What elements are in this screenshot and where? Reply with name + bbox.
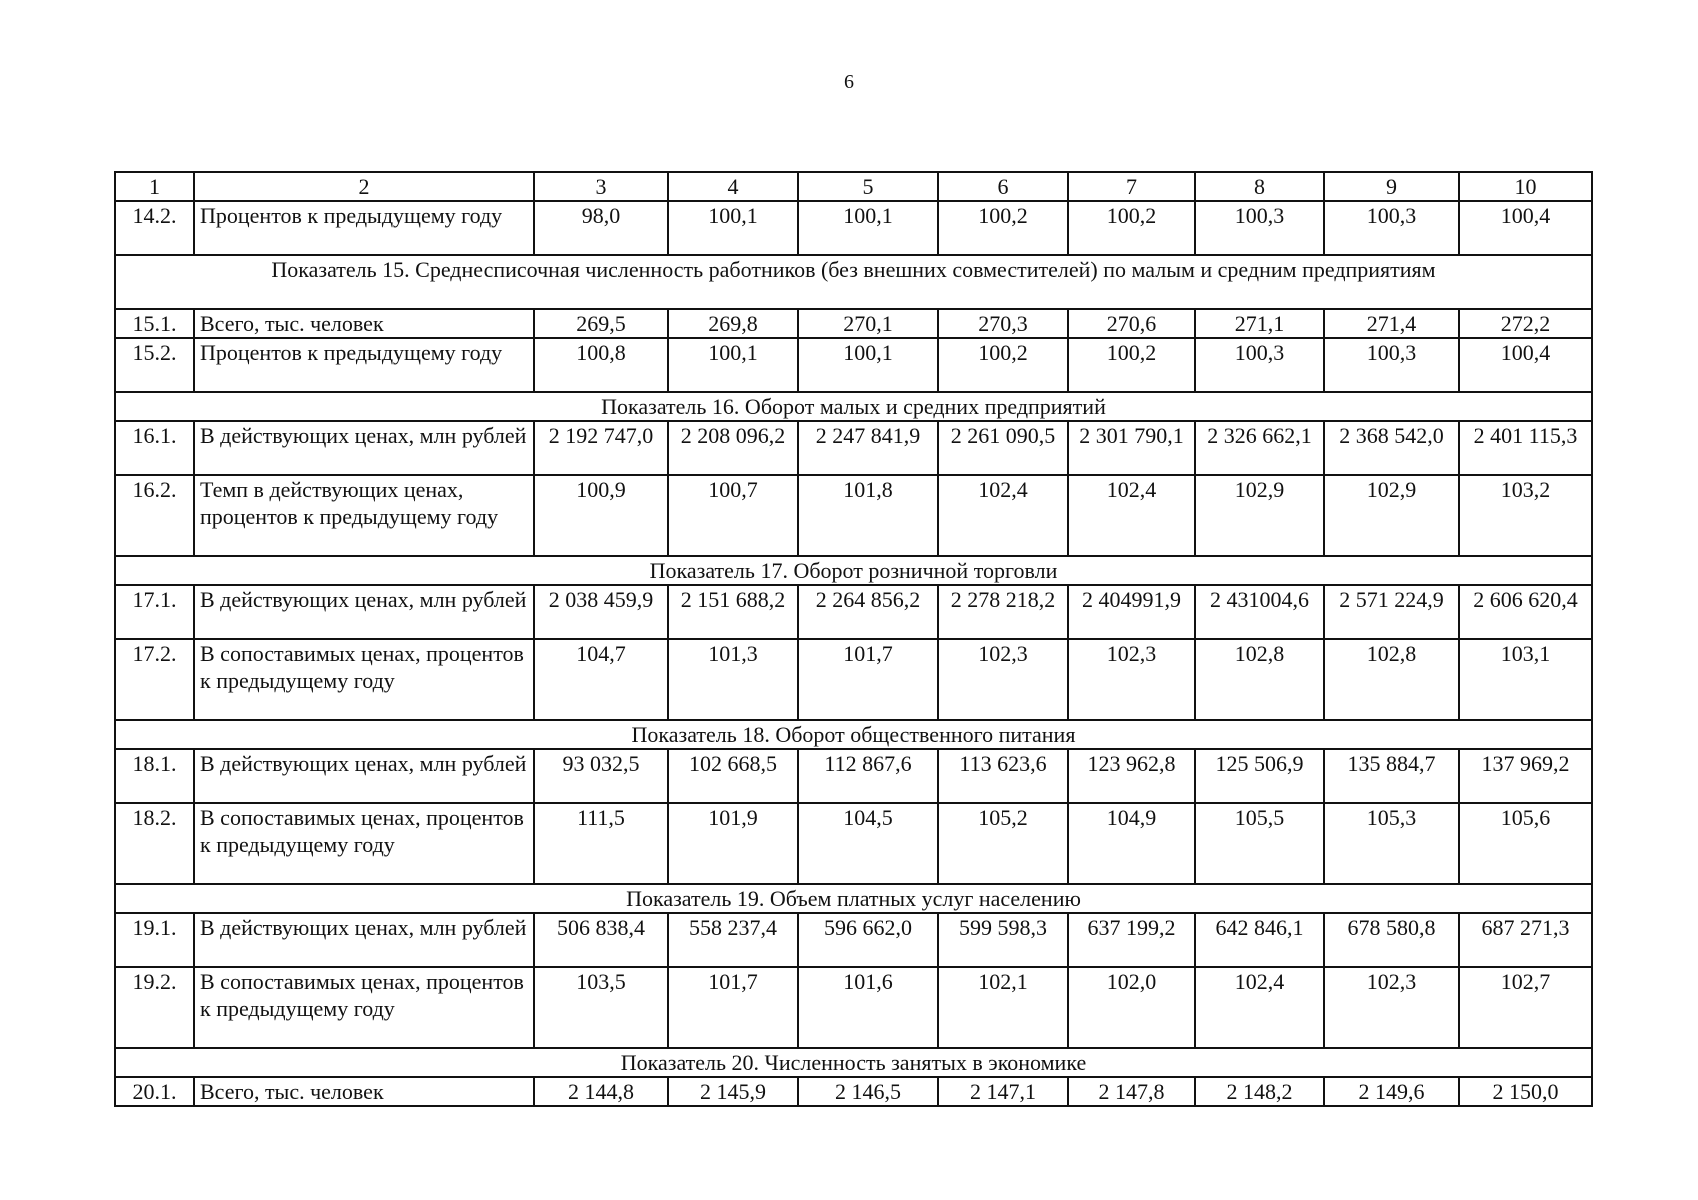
value-cell: 105,3: [1324, 803, 1459, 884]
value-cell: 2 038 459,9: [534, 585, 668, 639]
value-cell: 2 144,8: [534, 1077, 668, 1106]
section-title: Показатель 19. Объем платных услуг населению: [115, 884, 1592, 913]
value-cell: 100,4: [1459, 201, 1592, 255]
column-number-header: 2: [194, 172, 534, 201]
section-title: Показатель 18. Оборот общественного питания: [115, 720, 1592, 749]
value-cell: 2 301 790,1: [1068, 421, 1195, 475]
value-cell: 2 147,1: [938, 1077, 1068, 1106]
column-number-row: [115, 172, 1592, 201]
value-cell: 135 884,7: [1324, 749, 1459, 803]
value-cell: 2 247 841,9: [798, 421, 938, 475]
value-cell: 111,5: [534, 803, 668, 884]
section-title-row: [115, 255, 1592, 309]
table-row: [115, 475, 1592, 556]
value-cell: 102,7: [1459, 967, 1592, 1048]
value-cell: 2 326 662,1: [1195, 421, 1324, 475]
section-title: Показатель 20. Численность занятых в экономике: [115, 1048, 1592, 1077]
value-cell: 105,6: [1459, 803, 1592, 884]
row-code: 20.1.: [115, 1077, 194, 1106]
column-number-header: 6: [938, 172, 1068, 201]
value-cell: 2 264 856,2: [798, 585, 938, 639]
row-label: В действующих ценах, млн рублей: [194, 749, 534, 803]
value-cell: 100,2: [1068, 338, 1195, 392]
column-number-header: 4: [668, 172, 798, 201]
value-cell: 2 401 115,3: [1459, 421, 1592, 475]
value-cell: 2 368 542,0: [1324, 421, 1459, 475]
value-cell: 2 431004,6: [1195, 585, 1324, 639]
value-cell: 102,9: [1324, 475, 1459, 556]
row-code: 17.2.: [115, 639, 194, 720]
row-code: 18.2.: [115, 803, 194, 884]
value-cell: 2 404991,9: [1068, 585, 1195, 639]
value-cell: 100,8: [534, 338, 668, 392]
value-cell: 125 506,9: [1195, 749, 1324, 803]
value-cell: 596 662,0: [798, 913, 938, 967]
table-row: [115, 639, 1592, 720]
table-body: [115, 201, 1592, 1106]
indicators-table: [114, 171, 1593, 1107]
value-cell: 100,3: [1195, 201, 1324, 255]
value-cell: 100,9: [534, 475, 668, 556]
section-title-row: [115, 720, 1592, 749]
value-cell: 2 278 218,2: [938, 585, 1068, 639]
value-cell: 100,1: [798, 338, 938, 392]
value-cell: 2 208 096,2: [668, 421, 798, 475]
value-cell: 103,1: [1459, 639, 1592, 720]
value-cell: 93 032,5: [534, 749, 668, 803]
row-label: В сопоставимых ценах, процентов к предыдущему году: [194, 639, 534, 720]
value-cell: 102,9: [1195, 475, 1324, 556]
table-row: [115, 338, 1592, 392]
column-number-header: 9: [1324, 172, 1459, 201]
value-cell: 102,3: [1324, 967, 1459, 1048]
row-label: В сопоставимых ценах, процентов к предыдущему году: [194, 803, 534, 884]
value-cell: 678 580,8: [1324, 913, 1459, 967]
value-cell: 271,4: [1324, 309, 1459, 338]
value-cell: 101,8: [798, 475, 938, 556]
column-number-header: 10: [1459, 172, 1592, 201]
row-label: В действующих ценах, млн рублей: [194, 585, 534, 639]
table-row: [115, 749, 1592, 803]
section-title-row: [115, 556, 1592, 585]
value-cell: 112 867,6: [798, 749, 938, 803]
row-code: 18.1.: [115, 749, 194, 803]
value-cell: 2 149,6: [1324, 1077, 1459, 1106]
value-cell: 271,1: [1195, 309, 1324, 338]
value-cell: 2 192 747,0: [534, 421, 668, 475]
section-title: Показатель 16. Оборот малых и средних предприятий: [115, 392, 1592, 421]
value-cell: 104,5: [798, 803, 938, 884]
value-cell: 113 623,6: [938, 749, 1068, 803]
row-label: В действующих ценах, млн рублей: [194, 421, 534, 475]
row-code: 19.2.: [115, 967, 194, 1048]
value-cell: 100,3: [1324, 338, 1459, 392]
value-cell: 101,9: [668, 803, 798, 884]
row-code: 16.2.: [115, 475, 194, 556]
value-cell: 687 271,3: [1459, 913, 1592, 967]
row-code: 19.1.: [115, 913, 194, 967]
value-cell: 100,4: [1459, 338, 1592, 392]
row-label: Темп в действующих ценах, процентов к предыдущему году: [194, 475, 534, 556]
value-cell: 100,3: [1324, 201, 1459, 255]
value-cell: 102,3: [1068, 639, 1195, 720]
table-row: [115, 803, 1592, 884]
value-cell: 100,2: [938, 201, 1068, 255]
value-cell: 100,7: [668, 475, 798, 556]
row-code: 15.1.: [115, 309, 194, 338]
table-row: [115, 309, 1592, 338]
row-label: Всего, тыс. человек: [194, 309, 534, 338]
row-code: 16.1.: [115, 421, 194, 475]
value-cell: 102,8: [1195, 639, 1324, 720]
value-cell: 101,7: [798, 639, 938, 720]
value-cell: 101,3: [668, 639, 798, 720]
row-code: 15.2.: [115, 338, 194, 392]
value-cell: 102,1: [938, 967, 1068, 1048]
value-cell: 272,2: [1459, 309, 1592, 338]
value-cell: 637 199,2: [1068, 913, 1195, 967]
value-cell: 100,1: [668, 338, 798, 392]
column-number-header: 5: [798, 172, 938, 201]
value-cell: 104,7: [534, 639, 668, 720]
value-cell: 98,0: [534, 201, 668, 255]
value-cell: 137 969,2: [1459, 749, 1592, 803]
section-title-row: [115, 1048, 1592, 1077]
value-cell: 100,2: [938, 338, 1068, 392]
section-title: Показатель 17. Оборот розничной торговли: [115, 556, 1592, 585]
value-cell: 269,5: [534, 309, 668, 338]
value-cell: 104,9: [1068, 803, 1195, 884]
value-cell: 102,0: [1068, 967, 1195, 1048]
table-row: [115, 585, 1592, 639]
column-number-header: 1: [115, 172, 194, 201]
value-cell: 599 598,3: [938, 913, 1068, 967]
value-cell: 102,8: [1324, 639, 1459, 720]
value-cell: 102,3: [938, 639, 1068, 720]
value-cell: 642 846,1: [1195, 913, 1324, 967]
row-label: Всего, тыс. человек: [194, 1077, 534, 1106]
column-number-header: 3: [534, 172, 668, 201]
table-row: [115, 1077, 1592, 1106]
page-number: 6: [844, 71, 854, 93]
section-title-row: [115, 392, 1592, 421]
value-cell: 100,1: [668, 201, 798, 255]
value-cell: 2 148,2: [1195, 1077, 1324, 1106]
value-cell: 270,1: [798, 309, 938, 338]
value-cell: 100,2: [1068, 201, 1195, 255]
table-row: [115, 967, 1592, 1048]
table-row: [115, 201, 1592, 255]
row-code: 14.2.: [115, 201, 194, 255]
value-cell: 2 146,5: [798, 1077, 938, 1106]
value-cell: 558 237,4: [668, 913, 798, 967]
row-label: В действующих ценах, млн рублей: [194, 913, 534, 967]
section-title: Показатель 15. Среднесписочная численность работников (без внешних совместителей) по малым и средним предприятиям: [115, 255, 1592, 309]
value-cell: 2 150,0: [1459, 1077, 1592, 1106]
value-cell: 2 145,9: [668, 1077, 798, 1106]
value-cell: 270,3: [938, 309, 1068, 338]
value-cell: 269,8: [668, 309, 798, 338]
row-label: Процентов к предыдущему году: [194, 201, 534, 255]
value-cell: 102,4: [1195, 967, 1324, 1048]
value-cell: 100,1: [798, 201, 938, 255]
value-cell: 102 668,5: [668, 749, 798, 803]
row-label: Процентов к предыдущему году: [194, 338, 534, 392]
section-title-row: [115, 884, 1592, 913]
value-cell: 103,2: [1459, 475, 1592, 556]
value-cell: 2 261 090,5: [938, 421, 1068, 475]
value-cell: 105,2: [938, 803, 1068, 884]
value-cell: 102,4: [1068, 475, 1195, 556]
table-row: [115, 421, 1592, 475]
value-cell: 123 962,8: [1068, 749, 1195, 803]
table-row: [115, 913, 1592, 967]
column-number-header: 8: [1195, 172, 1324, 201]
value-cell: 101,6: [798, 967, 938, 1048]
value-cell: 2 571 224,9: [1324, 585, 1459, 639]
value-cell: 105,5: [1195, 803, 1324, 884]
row-code: 17.1.: [115, 585, 194, 639]
value-cell: 2 147,8: [1068, 1077, 1195, 1106]
row-label: В сопоставимых ценах, процентов к предыдущему году: [194, 967, 534, 1048]
value-cell: 2 151 688,2: [668, 585, 798, 639]
value-cell: 270,6: [1068, 309, 1195, 338]
value-cell: 2 606 620,4: [1459, 585, 1592, 639]
value-cell: 101,7: [668, 967, 798, 1048]
value-cell: 102,4: [938, 475, 1068, 556]
value-cell: 103,5: [534, 967, 668, 1048]
value-cell: 100,3: [1195, 338, 1324, 392]
column-number-header: 7: [1068, 172, 1195, 201]
value-cell: 506 838,4: [534, 913, 668, 967]
